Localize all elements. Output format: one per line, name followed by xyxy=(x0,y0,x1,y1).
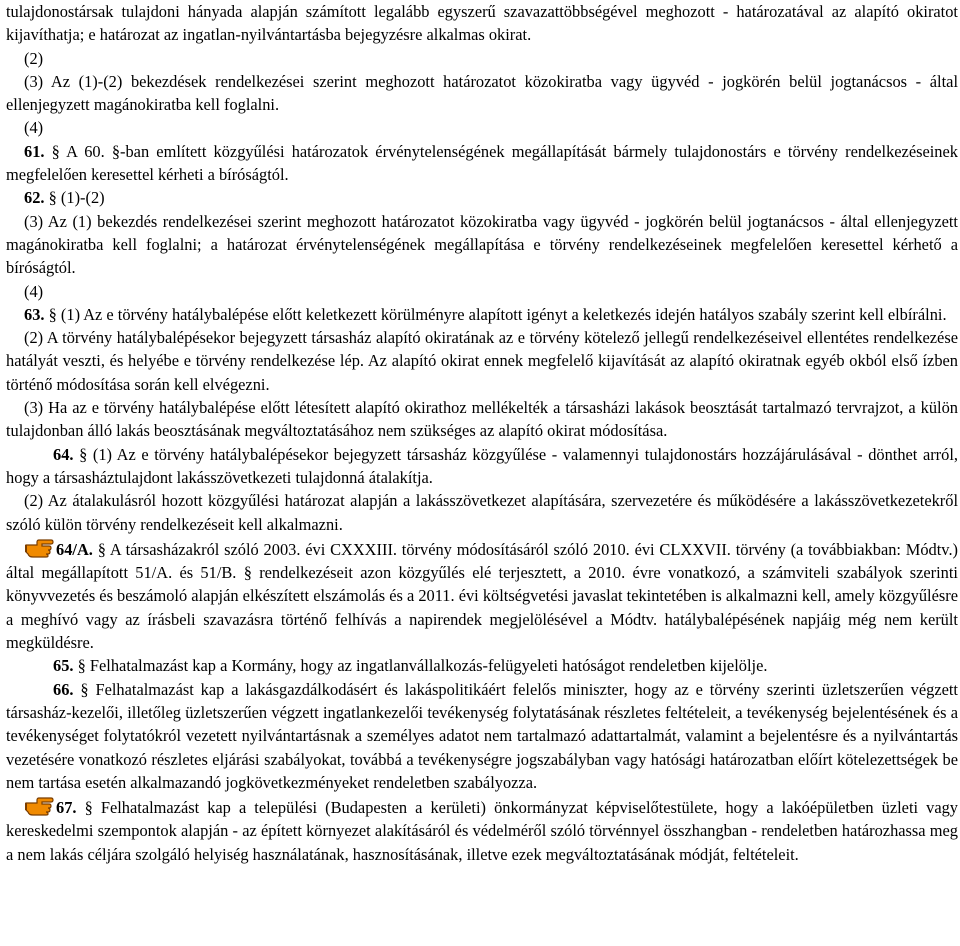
section-sign: § xyxy=(48,188,57,208)
pointing-hand-icon[interactable] xyxy=(24,794,54,816)
section-62 xyxy=(6,186,958,209)
section-sign: § xyxy=(97,539,106,559)
section-64a xyxy=(6,536,958,654)
section-number: 62. xyxy=(24,188,45,208)
section-text: (1)-(2) xyxy=(56,188,105,208)
section-text: (1) Az e törvény hatálybalépése előtt keletkezett körülményre alapított igényt a keletkezés idején hatályos szabály szerint kell elbírálni. xyxy=(56,304,947,324)
paragraph-60-3: (3) Az (1)-(2) bekezdések rendelkezései szerint meghozott határozatot közokiratba vagy ügyvéd - jogkörén belül jogtanácsos - által ellenjegyzett magánokiratba kell foglalni. xyxy=(6,71,958,115)
paragraph-62-3: (3) Az (1) bekezdés rendelkezései szerint meghozott határozatot közokiratba vagy ügyvéd - jogkörén belül jogtanácsos - által ellenjegyzett magánokiratba kell foglalni; a határozat érvénytelenségének megállapítása e törvény rendelkezéseinek megfelelően keresettel kérhető a bíróságtól. xyxy=(6,211,958,278)
section-number: 65. xyxy=(53,656,74,676)
section-text: (1) Az e törvény hatálybalépésekor bejegyzett társasház közgyűlése - valamennyi tulajdonostárs hozzájárulásával - dönthet arról, hogy a társasháztulajdont lakásszövetkezeti tulajdonná átalakítja. xyxy=(6,444,958,487)
section-64 xyxy=(6,443,958,490)
section-text: A társasházakról szóló 2003. évi CXXXIII. törvény módosításáról szóló 2010. évi CLXXVII. törvény (a továbbiakban: Módtv.) által megállapított 51/A. és 51/B. § rendelkezéseit azon közgyűlés elé terjesztett, a 2010. évre vonatkozó, a számviteli szabályok szerinti könyvvezetés és beszámoló alapján elkészített elszámolás és a 2011. évi költségvetési javaslat tekintetében is alkalmazni kell, amely közgyűlésre a meghívó vagy az írásbeli szavazásra történő felhívás a napirendek megjelölésével a Módtv. hatálybalépésének napjáig még nem került megküldésre. xyxy=(6,539,958,653)
pointing-hand-icon[interactable] xyxy=(24,536,54,558)
paragraph-60-2: (2) xyxy=(24,48,44,68)
paragraph-62-4: (4) xyxy=(24,281,44,301)
section-sign: § xyxy=(51,141,60,161)
section-sign: § xyxy=(77,656,86,676)
paragraph-60-1-cont: tulajdonostársak tulajdoni hányada alapján számított legalább egyszerű szavazattöbbségével meghozott - határozatával az alapító okiratot kijavíthatja; e határozat az ingatlan-nyilvántartásba bejegyzésre alkalmas okirat. xyxy=(6,2,958,45)
section-text: Felhatalmazást kap a települési (Budapesten a kerületi) önkormányzat képviselőtestülete, hogy a lakóépületben üzleti vagy kereskedelmi szempontok alapján - az épített környezet alakításáról és védelméről szóló törvénnyel összhangban - rendeletben határozhassa meg a nem lakás céljára szolgáló helyiség használatának, hasznosításának, illetve ezek megváltoztatásának módját, feltételeit. xyxy=(6,798,958,864)
section-63 xyxy=(6,303,958,326)
section-66 xyxy=(6,678,958,794)
section-67 xyxy=(6,794,958,866)
section-text: A 60. §-ban említett közgyűlési határozatok érvénytelenségének megállapítását bármely tulajdonostárs e törvény rendelkezéseinek megfelelően keresettel kérheti a bíróságtól. xyxy=(6,141,958,185)
section-text: Felhatalmazást kap a lakásgazdálkodásért és lakáspolitikáért felelős miniszter, hogy az e törvény szerinti üzletszerűen végzett társasház-kezelői, illetőleg üzletszerűen végzett ingatlankezelői tevékenység folytatásának részletes feltételeit, a tevékenység bejelentésének és a tevékenységet folytatókról vezetett nyilvántartásnak a személyes adatot nem tartalmazó adattartalmát, valamint a bejelentésre és a nyilvántartás vezetésére vonatkozó részletes eljárási szabályokat, továbbá a tevékenységre jogszabályban vagy hatósági határozatban előírt kötelezettségek be nem tartása esetén alkalmazandó jogkövetkezményeket rendeletben szabályozza. xyxy=(6,679,958,792)
section-number: 64/A. xyxy=(56,539,93,559)
section-number: 66. xyxy=(53,679,74,699)
section-sign: § xyxy=(48,304,57,324)
section-61 xyxy=(6,140,958,187)
paragraph-64-2: (2) Az átalakulásról hozott közgyűlési határozat alapján a lakásszövetkezet alapítására, szervezetére és működésére a lakásszövetkezetekről szóló külön törvény rendelkezéseit kell alkalmazni. xyxy=(6,491,958,534)
section-number: 64. xyxy=(53,444,74,464)
section-text: Felhatalmazást kap a Kormány, hogy az ingatlanvállalkozás-felügyeleti hatóságot rendeletben kijelölje. xyxy=(85,656,768,676)
section-sign: § xyxy=(79,444,88,464)
section-sign: § xyxy=(84,798,93,818)
section-number: 61. xyxy=(24,141,45,161)
paragraph-60-4: (4) xyxy=(24,118,44,138)
section-sign: § xyxy=(80,679,89,699)
section-number: 63. xyxy=(24,304,45,324)
paragraph-63-3: (3) Ha az e törvény hatálybalépése előtt létesített alapító okirathoz mellékelték a társasházi lakások beosztását tartalmazó tervrajzot, a külön tulajdonban álló lakás beosztásának megváltoztatásához nem szükséges az alapító okirat módosítása. xyxy=(6,398,958,441)
section-65 xyxy=(6,654,958,677)
paragraph-63-2: (2) A törvény hatálybalépésekor bejegyzett társasház alapító okiratának az e törvény kötelező jellegű rendelkezéseivel ellentétes rendelkezése hatályát veszti, és helyébe e törvény rendelkezése lép. Az alapító okirat ennek megfelelő kijavítását az alapító okiratnak egyéb okból első ízben történő módosítása során kell elvégezni. xyxy=(6,328,958,394)
section-number: 67. xyxy=(56,798,77,818)
